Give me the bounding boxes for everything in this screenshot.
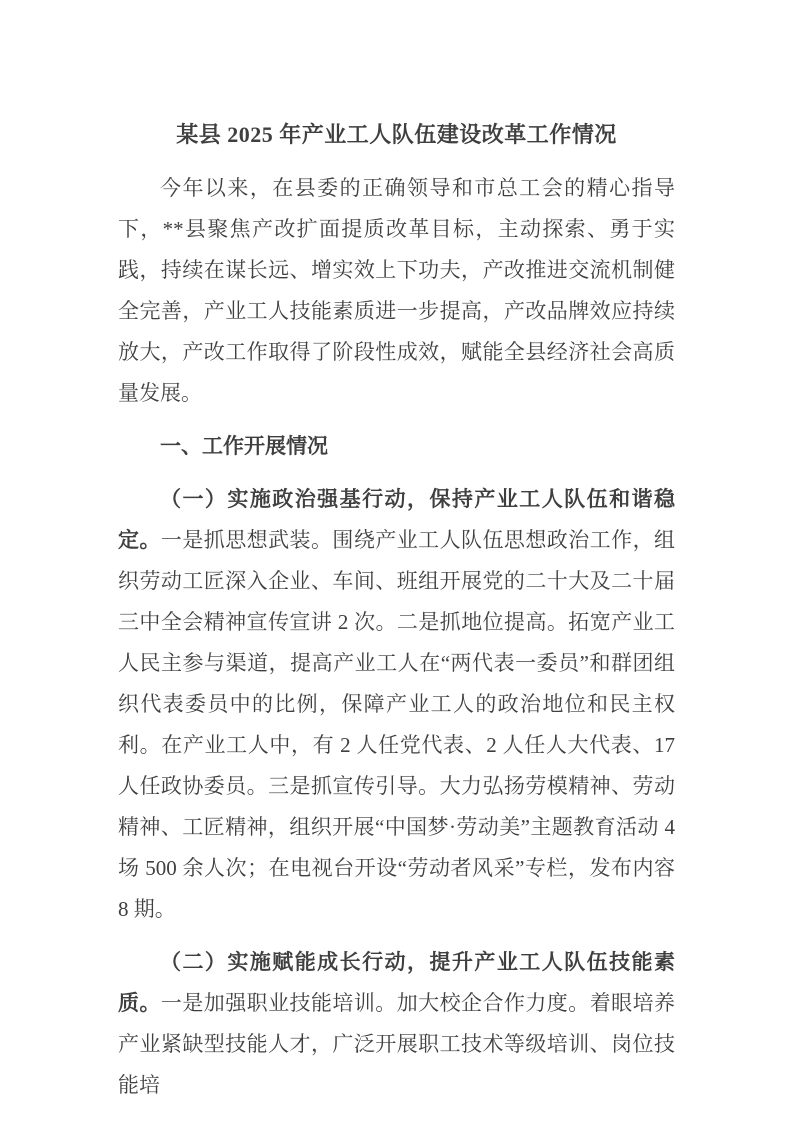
intro-paragraph: 今年以来，在县委的正确领导和市总工会的精心指导下，**县聚焦产改扩面提质改革目标，主动探索、勇于实践，持续在谋长远、增实效上下功夫，产改推进交流机制健全完善，产业工人技能素质进一步提高，产改品牌效应持续放大，产改工作取得了阶段性成效，赋能全县经济社会高质量发展。 <box>118 176 675 405</box>
paragraph-lead-2: （二）实施赋能成长行动，提升产业工人队伍技能素质。 <box>118 950 675 1015</box>
document-title: 某县 2025 年产业工人队伍建设改革工作情况 <box>176 122 617 147</box>
paragraph-lead-1: （一）实施政治强基行动，保持产业工人队伍和谐稳定。 <box>118 487 675 552</box>
paragraph-section-1-1 <box>118 479 675 930</box>
paragraph-section-1-2 <box>118 942 675 1106</box>
paragraph-body-1: 一是抓思想武装。围绕产业工人队伍思想政治工作，组织劳动工匠深入企业、车间、班组开展党的二十大及二十届三中全会精神宣传宣讲 2 次。二是抓地位提高。拓宽产业工人民主参与渠道，提高产业工人在“两代表一委员”和群团组织代表委员中的比例，保障产业工人的政治地位和民主权利。在产业工人中，有 2 人任党代表、2 人任人大代表、17 人任政协委员。三是抓宣传引导。大力弘扬劳模精神、劳动精神、工匠精神，组织开展“中国梦·劳动美”主题教育活动 4 场 500 余人次；在电视台开设“劳动者风采”专栏，发布内容 8 期。 <box>118 528 676 921</box>
section-heading-1: 一、工作开展情况 <box>160 434 328 458</box>
paragraph-body-2: 一是加强职业技能培训。加大校企合作力度。着眼培养产业紧缺型技能人才，广泛开展职工技术等级培训、岗位技能培 <box>118 991 676 1097</box>
